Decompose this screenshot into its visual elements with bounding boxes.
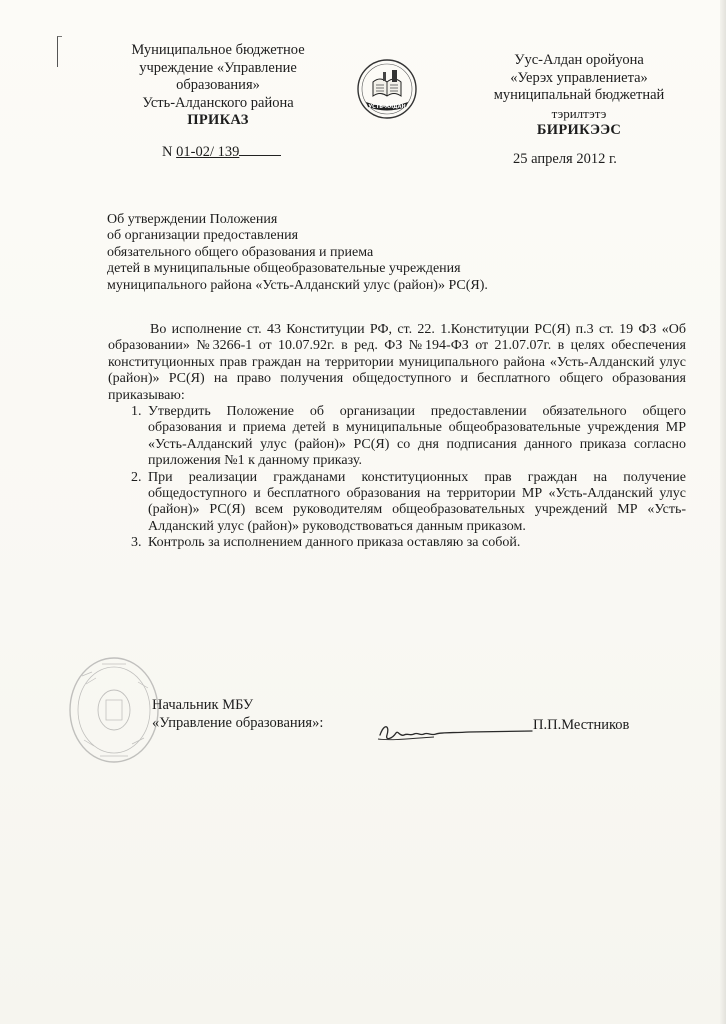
order-body [108, 322, 686, 552]
order-item: 1. Утвердить Положение об организации предоставлении обязательного общего образования и приема детей в муниципальные общеобразовательные учреждения МР «Усть-Алданский улус (район)» РС(Я) со дня подписания данного приказа согласно приложения №1 к данному приказу. [145, 404, 686, 470]
emblem-text: УСТЬ-АЛДАН [368, 104, 406, 110]
header-right [468, 52, 690, 140]
official-stamp [62, 652, 160, 770]
intro-paragraph: Во исполнение ст. 43 Конституции РФ, ст. 22. 1.Конституции РС(Я) п.3 ст. 19 ФЗ «Об образовании» №3266-1 от 10.07.92г. в ред. ФЗ №194-ФЗ от 21.07.07г. в целях обеспечения конституционных прав граждан на территории муниципального района «Усть-Алданский улус (район)» РС(Я) на право получения общедоступного и бесплатного общего образования приказываю: [108, 322, 686, 403]
subject-line: обязательного общего образования и приема [107, 244, 374, 260]
scan-edge-mark [57, 36, 62, 67]
order-number [162, 143, 281, 161]
subject-line: об организации предоставления [107, 228, 299, 244]
order-date: 25 апреля 2012 г. [513, 151, 617, 167]
order-number-underline [239, 143, 281, 156]
doc-type-ru: ПРИКАЗ [187, 112, 249, 128]
header-right-line: Уус-Алдан оройуона [514, 52, 644, 68]
order-subject [107, 212, 488, 294]
handwritten-signature [374, 713, 534, 753]
doc-type-sakha: БИРИКЭЭС [536, 122, 622, 138]
signatory-name: П.П.Местников [533, 717, 630, 733]
order-number-prefix: N [162, 144, 173, 160]
header-right-line: муниципальнай бюджетнай [493, 87, 665, 103]
scan-right-edge [720, 0, 726, 1024]
order-number-value: 01-02/ 139 [176, 144, 240, 160]
signatory-title [152, 697, 323, 732]
header-right-line: «Уерэх управлениета» [510, 69, 648, 86]
subject-line: Об утверждении Положения [107, 212, 278, 227]
header-left-line: Муниципальное бюджетное [131, 42, 305, 58]
header-left [118, 42, 318, 130]
emblem-logo [356, 58, 418, 120]
header-right-line: тэрилтэтэ [551, 105, 607, 121]
order-item: 3. Контроль за исполнением данного приказа оставляю за собой. [145, 535, 686, 551]
signatory-title-line: «Управление образования»: [152, 714, 324, 731]
subject-line: детей в муниципальные общеобразовательные учреждения [107, 261, 461, 277]
order-item: 2. При реализации гражданами конституционных прав граждан на получение общедоступного и бесплатного образования на территории МР «Усть-Алданский улус (район)» РС(Я) всем руководителям общеобразовательных учреждений МР «Усть-Алданский улус (район)» руководствоваться данным приказом. [145, 470, 686, 536]
subject-line: муниципального района «Усть-Алданский улус (район)» РС(Я). [107, 277, 488, 293]
signatory-title-line: Начальник МБУ [152, 697, 254, 713]
header-left-line: Усть-Алданского района [142, 94, 294, 111]
order-items [108, 404, 686, 552]
header-left-line: учреждение «Управление [139, 59, 297, 76]
header-left-line: образования» [176, 77, 260, 93]
